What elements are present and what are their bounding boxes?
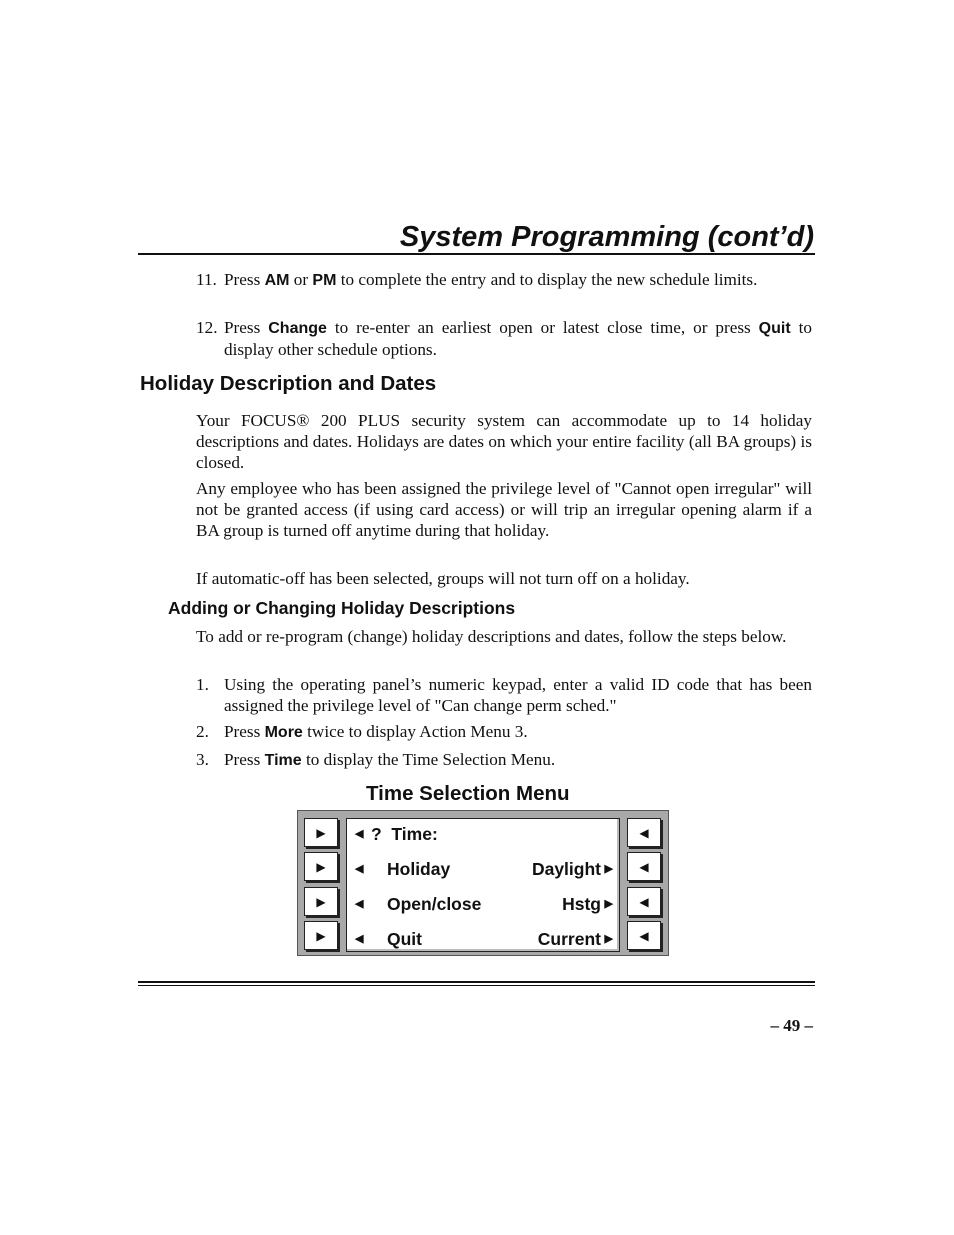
menu-option-open-close: Open/close: [387, 894, 482, 914]
step-text: Press: [224, 750, 265, 769]
left-triangle-icon: ◀: [639, 928, 649, 943]
step-text: or: [289, 270, 313, 289]
paragraph: If automatic-off has been selected, groups will not turn off on a holiday.: [196, 569, 690, 588]
paragraph: Your FOCUS® 200 PLUS security system can accommodate up to 14 holiday descriptions and dates. Holidays are dates on which your entire facility (all BA groups) is closed.: [196, 411, 812, 472]
menu-option-current: Current: [537, 929, 601, 949]
left-triangle-icon: ◀: [639, 825, 649, 840]
step-1: [196, 674, 812, 716]
paragraph: Any employee who has been assigned the privilege level of "Cannot open irregular" will not be granted access (if using card access) or will trip an irregular opening alarm if a BA group is turned off anytime during that holiday.: [196, 479, 812, 540]
figure-title: Time Selection Menu: [366, 782, 570, 805]
left-triangle-icon: ◀: [639, 859, 649, 874]
step-text: Using the operating panel’s numeric keypad, enter a valid ID code that has been assigned the privilege level of "Can change perm sched.": [224, 675, 812, 715]
keyword-more: More: [264, 724, 303, 741]
time-selection-menu-panel: [297, 810, 669, 956]
keyword-pm: PM: [312, 272, 337, 289]
menu-option-holiday: Holiday: [387, 859, 451, 879]
keyword-am: AM: [264, 272, 290, 289]
right-key-1[interactable]: [627, 818, 661, 847]
left-triangle-icon: ◀: [639, 894, 649, 909]
right-triangle-icon: ▶: [316, 859, 326, 874]
right-triangle-icon: ▶: [316, 928, 326, 943]
right-key-2[interactable]: [627, 852, 661, 881]
left-triangle-icon: ◀: [355, 828, 364, 840]
right-key-3[interactable]: [627, 887, 661, 916]
step-text: Press: [224, 722, 265, 741]
menu-option-quit: Quit: [387, 929, 422, 949]
step-text: Press: [224, 318, 269, 337]
menu-row: [355, 856, 613, 882]
menu-option-hstg: Hstg: [562, 894, 601, 914]
left-key-4[interactable]: [304, 921, 338, 950]
step-text: twice to display Action Menu 3.: [302, 722, 528, 741]
step-text: to display other schedule options.: [224, 318, 812, 359]
step-text: Press: [224, 270, 265, 289]
right-triangle-icon: ▶: [316, 825, 326, 840]
right-triangle-icon: ▶: [604, 898, 613, 910]
section-heading: Holiday Description and Dates: [140, 372, 437, 395]
left-key-3[interactable]: [304, 887, 338, 916]
menu-option-daylight: Daylight: [531, 859, 601, 879]
left-triangle-icon: ◀: [355, 863, 364, 875]
left-key-2[interactable]: [304, 852, 338, 881]
left-key-1[interactable]: [304, 818, 338, 847]
step-text: to display the Time Selection Menu.: [301, 750, 556, 769]
left-triangle-icon: ◀: [355, 898, 364, 910]
step-number: 2.: [196, 722, 209, 741]
step-12: [196, 317, 812, 360]
keyword-change: Change: [268, 320, 327, 337]
step-2: [196, 721, 812, 743]
step-number: 3.: [196, 750, 209, 769]
subsection-heading: Adding or Changing Holiday Descriptions: [168, 598, 516, 618]
right-key-4[interactable]: [627, 921, 661, 950]
menu-header-text: ? Time:: [371, 824, 438, 844]
menu-header-row: [355, 821, 613, 847]
step-3: [196, 749, 812, 771]
right-triangle-icon: ▶: [604, 933, 613, 945]
page-number: – 49 –: [770, 1016, 813, 1035]
step-11: [196, 269, 812, 291]
lcd-display: [346, 818, 620, 952]
menu-row: [355, 926, 613, 952]
step-number: 11.: [196, 270, 217, 289]
keyword-quit: Quit: [758, 320, 791, 337]
right-triangle-icon: ▶: [604, 863, 613, 875]
page-title: System Programming (cont’d): [399, 221, 814, 253]
menu-row: [355, 891, 613, 917]
step-text: to re-enter an earliest open or latest close time, or press: [326, 318, 759, 337]
title-rule: [138, 253, 815, 255]
step-number: 12.: [196, 318, 218, 337]
footer-rule: [138, 985, 815, 986]
keyword-time: Time: [264, 752, 302, 769]
paragraph: To add or re-program (change) holiday descriptions and dates, follow the steps below.: [196, 627, 787, 646]
footer-rule: [138, 981, 815, 983]
step-text: to complete the entry and to display the new schedule limits.: [336, 270, 758, 289]
step-number: 1.: [196, 675, 209, 694]
right-triangle-icon: ▶: [316, 894, 326, 909]
left-triangle-icon: ◀: [355, 933, 364, 945]
